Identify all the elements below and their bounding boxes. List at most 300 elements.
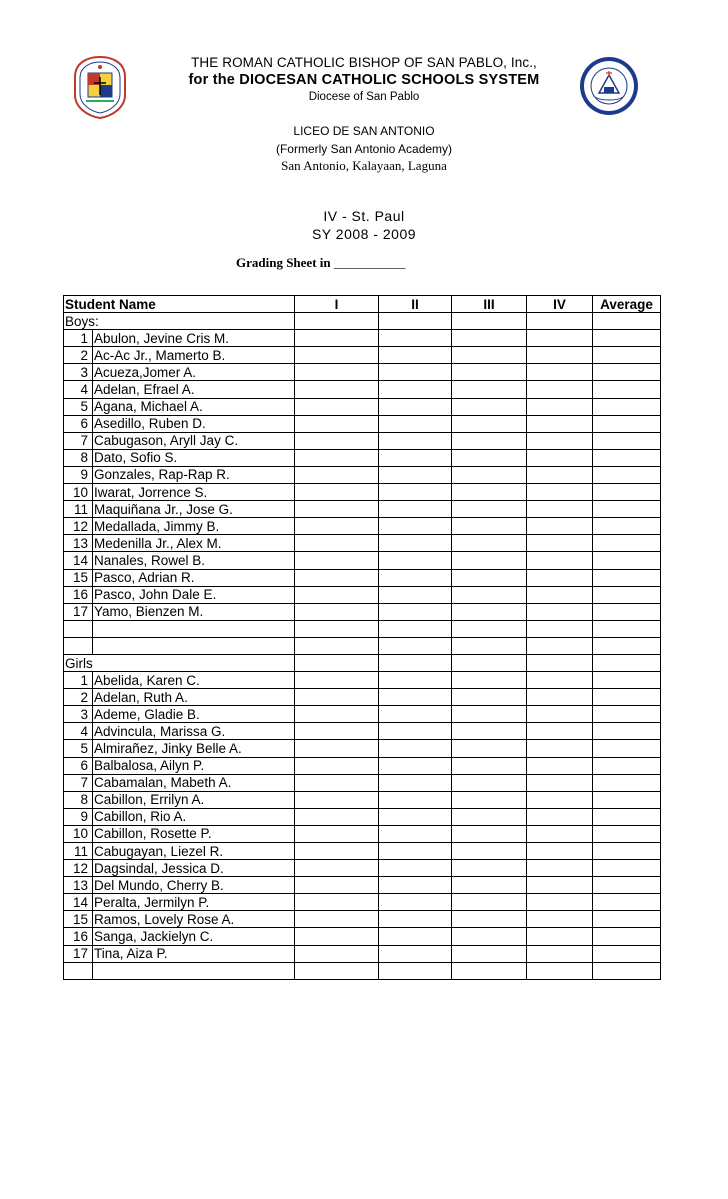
- grade-cell-q2[interactable]: [379, 466, 452, 483]
- table-row: [64, 774, 661, 791]
- grade-cell-q4[interactable]: [527, 620, 593, 637]
- grade-cell-q1[interactable]: [295, 860, 379, 877]
- table-row: [64, 552, 661, 569]
- grade-cell-q3[interactable]: [452, 791, 527, 808]
- grade-cell-q1[interactable]: [295, 791, 379, 808]
- grade-cell-q3[interactable]: [452, 757, 527, 774]
- grade-cell-q2[interactable]: [379, 330, 452, 347]
- table-row: [64, 877, 661, 894]
- average-cell[interactable]: [593, 860, 661, 877]
- grade-cell-q4[interactable]: [527, 518, 593, 535]
- grade-cell-q1[interactable]: [295, 877, 379, 894]
- student-name: Pasco, John Dale E.: [93, 586, 295, 603]
- grade-cell-q3[interactable]: [452, 620, 527, 637]
- empty-name-cell[interactable]: [93, 620, 295, 637]
- average-cell[interactable]: [593, 911, 661, 928]
- student-number: 13: [64, 877, 93, 894]
- system-title: for the DIOCESAN CATHOLIC SCHOOLS SYSTEM: [188, 72, 540, 88]
- student-number: 7: [64, 774, 93, 791]
- grade-cell-q2[interactable]: [379, 962, 452, 979]
- table-row: [64, 432, 661, 449]
- student-name: Cabillon, Errilyn A.: [93, 791, 295, 808]
- grading-table: [63, 295, 661, 980]
- grade-cell-q1[interactable]: [295, 928, 379, 945]
- grade-cell-q2[interactable]: [379, 381, 452, 398]
- student-name: Peralta, Jermilyn P.: [93, 894, 295, 911]
- table-row: [64, 449, 661, 466]
- grade-cell-q3[interactable]: [452, 569, 527, 586]
- boys-section-row: [64, 313, 661, 330]
- grade-cell-q3[interactable]: [452, 313, 527, 330]
- grade-cell-q2[interactable]: [379, 877, 452, 894]
- student-name: Nanales, Rowel B.: [93, 552, 295, 569]
- grade-cell-q1[interactable]: [295, 962, 379, 979]
- grade-cell-q4[interactable]: [527, 552, 593, 569]
- grade-cell-q3[interactable]: [452, 432, 527, 449]
- student-number: 2: [64, 689, 93, 706]
- grade-cell-q3[interactable]: [452, 637, 527, 654]
- grade-cell-q2[interactable]: [379, 620, 452, 637]
- average-cell[interactable]: [593, 620, 661, 637]
- grade-cell-q3[interactable]: [452, 364, 527, 381]
- average-cell[interactable]: [593, 706, 661, 723]
- grade-cell-q4[interactable]: [527, 706, 593, 723]
- table-row: [64, 860, 661, 877]
- average-cell[interactable]: [593, 398, 661, 415]
- table-row: [64, 689, 661, 706]
- grade-cell-q1[interactable]: [295, 945, 379, 962]
- grade-cell-q2[interactable]: [379, 637, 452, 654]
- class-section: IV - St. Paul: [323, 208, 405, 224]
- grade-cell-q3[interactable]: [452, 552, 527, 569]
- grade-cell-q3[interactable]: [452, 825, 527, 842]
- average-cell[interactable]: [593, 432, 661, 449]
- grade-cell-q3[interactable]: [452, 484, 527, 501]
- grade-cell-q4[interactable]: [527, 962, 593, 979]
- average-cell[interactable]: [593, 962, 661, 979]
- student-name: Ac-Ac Jr., Mamerto B.: [93, 347, 295, 364]
- grade-cell-q1[interactable]: [295, 552, 379, 569]
- grade-cell-q4[interactable]: [527, 501, 593, 518]
- student-name: Abelida, Karen C.: [93, 672, 295, 689]
- grade-cell-q3[interactable]: [452, 706, 527, 723]
- grade-cell-q2[interactable]: [379, 535, 452, 552]
- grade-cell-q1[interactable]: [295, 569, 379, 586]
- grade-cell-q2[interactable]: [379, 689, 452, 706]
- table-row: [64, 466, 661, 483]
- grade-cell-q4[interactable]: [527, 398, 593, 415]
- grade-cell-q1[interactable]: [295, 535, 379, 552]
- grade-cell-q3[interactable]: [452, 689, 527, 706]
- student-number: 13: [64, 535, 93, 552]
- grade-cell-q4[interactable]: [527, 364, 593, 381]
- average-cell[interactable]: [593, 569, 661, 586]
- student-number: 5: [64, 398, 93, 415]
- table-row: [64, 501, 661, 518]
- student-number: 8: [64, 791, 93, 808]
- grade-cell-q3[interactable]: [452, 911, 527, 928]
- grade-cell-q4[interactable]: [527, 313, 593, 330]
- grade-cell-q4[interactable]: [527, 449, 593, 466]
- grade-cell-q2[interactable]: [379, 843, 452, 860]
- empty-row: [64, 620, 661, 637]
- grade-cell-q3[interactable]: [452, 586, 527, 603]
- girls-section-row: [64, 654, 661, 671]
- grade-cell-q1[interactable]: [295, 757, 379, 774]
- average-cell[interactable]: [593, 501, 661, 518]
- average-cell[interactable]: [593, 637, 661, 654]
- table-row: [64, 586, 661, 603]
- grade-cell-q2[interactable]: [379, 774, 452, 791]
- average-cell[interactable]: [593, 535, 661, 552]
- average-cell[interactable]: [593, 791, 661, 808]
- grade-cell-q4[interactable]: [527, 894, 593, 911]
- grade-cell-q1[interactable]: [295, 740, 379, 757]
- grade-cell-q2[interactable]: [379, 791, 452, 808]
- grade-cell-q1[interactable]: [295, 723, 379, 740]
- school-name: LICEO DE SAN ANTONIO: [293, 124, 435, 138]
- grade-cell-q2[interactable]: [379, 945, 452, 962]
- grade-cell-q1[interactable]: [295, 620, 379, 637]
- empty-number-cell: [64, 637, 93, 654]
- student-name: Cabugason, Aryll Jay C.: [93, 432, 295, 449]
- table-row: [64, 330, 661, 347]
- grade-cell-q1[interactable]: [295, 501, 379, 518]
- grade-cell-q4[interactable]: [527, 381, 593, 398]
- grade-cell-q4[interactable]: [527, 415, 593, 432]
- grade-cell-q2[interactable]: [379, 398, 452, 415]
- student-name: Agana, Michael A.: [93, 398, 295, 415]
- empty-row: [64, 962, 661, 979]
- table-row: [64, 603, 661, 620]
- grade-cell-q4[interactable]: [527, 843, 593, 860]
- average-cell[interactable]: [593, 484, 661, 501]
- grade-cell-q2[interactable]: [379, 894, 452, 911]
- grade-cell-q2[interactable]: [379, 706, 452, 723]
- grade-cell-q3[interactable]: [452, 603, 527, 620]
- grade-cell-q3[interactable]: [452, 740, 527, 757]
- grade-cell-q2[interactable]: [379, 586, 452, 603]
- table-row: [64, 843, 661, 860]
- grade-cell-q4[interactable]: [527, 877, 593, 894]
- student-name: Cabugayan, Liezel R.: [93, 843, 295, 860]
- school-address: San Antonio, Kalayaan, Laguna: [281, 158, 447, 173]
- grade-cell-q1[interactable]: [295, 825, 379, 842]
- average-cell[interactable]: [593, 466, 661, 483]
- grade-cell-q4[interactable]: [527, 535, 593, 552]
- average-cell[interactable]: [593, 689, 661, 706]
- student-number: 4: [64, 381, 93, 398]
- grade-cell-q2[interactable]: [379, 654, 452, 671]
- column-header-q4: IV: [527, 296, 593, 313]
- table-row: [64, 894, 661, 911]
- student-number: 17: [64, 945, 93, 962]
- table-body: [64, 313, 661, 980]
- grade-cell-q2[interactable]: [379, 364, 452, 381]
- student-number: 6: [64, 757, 93, 774]
- student-name: Advincula, Marissa G.: [93, 723, 295, 740]
- grade-cell-q1[interactable]: [295, 381, 379, 398]
- average-cell[interactable]: [593, 603, 661, 620]
- grade-cell-q3[interactable]: [452, 347, 527, 364]
- grade-cell-q2[interactable]: [379, 569, 452, 586]
- grade-cell-q4[interactable]: [527, 347, 593, 364]
- average-cell[interactable]: [593, 894, 661, 911]
- grade-cell-q1[interactable]: [295, 706, 379, 723]
- grade-cell-q3[interactable]: [452, 945, 527, 962]
- student-number: 1: [64, 672, 93, 689]
- grade-cell-q4[interactable]: [527, 740, 593, 757]
- student-number: 11: [64, 501, 93, 518]
- average-cell[interactable]: [593, 928, 661, 945]
- grade-cell-q4[interactable]: [527, 808, 593, 825]
- grade-cell-q1[interactable]: [295, 484, 379, 501]
- grade-cell-q3[interactable]: [452, 877, 527, 894]
- grade-cell-q2[interactable]: [379, 740, 452, 757]
- average-cell[interactable]: [593, 843, 661, 860]
- average-cell[interactable]: [593, 740, 661, 757]
- grade-cell-q4[interactable]: [527, 911, 593, 928]
- average-cell[interactable]: [593, 825, 661, 842]
- average-cell[interactable]: [593, 347, 661, 364]
- grade-cell-q4[interactable]: [527, 569, 593, 586]
- student-name: Yamo, Bienzen M.: [93, 603, 295, 620]
- grade-cell-q1[interactable]: [295, 843, 379, 860]
- grade-cell-q3[interactable]: [452, 894, 527, 911]
- girls-section-label: Girls: [64, 654, 295, 671]
- table-row: [64, 415, 661, 432]
- average-cell[interactable]: [593, 313, 661, 330]
- grade-cell-q1[interactable]: [295, 398, 379, 415]
- average-cell[interactable]: [593, 654, 661, 671]
- average-cell[interactable]: [593, 945, 661, 962]
- grade-cell-q2[interactable]: [379, 449, 452, 466]
- average-cell[interactable]: [593, 381, 661, 398]
- grade-cell-q2[interactable]: [379, 415, 452, 432]
- grade-cell-q3[interactable]: [452, 330, 527, 347]
- grade-cell-q4[interactable]: [527, 860, 593, 877]
- column-header-average: Average: [593, 296, 661, 313]
- average-cell[interactable]: [593, 757, 661, 774]
- student-name: Pasco, Adrian R.: [93, 569, 295, 586]
- grade-cell-q4[interactable]: [527, 672, 593, 689]
- student-name: Almirañez, Jinky Belle A.: [93, 740, 295, 757]
- average-cell[interactable]: [593, 723, 661, 740]
- student-number: 15: [64, 569, 93, 586]
- student-name: Cabillon, Rosette P.: [93, 825, 295, 842]
- grade-cell-q1[interactable]: [295, 586, 379, 603]
- grade-cell-q4[interactable]: [527, 637, 593, 654]
- grade-cell-q1[interactable]: [295, 654, 379, 671]
- average-cell[interactable]: [593, 877, 661, 894]
- grade-cell-q3[interactable]: [452, 774, 527, 791]
- student-number: 8: [64, 449, 93, 466]
- grade-cell-q1[interactable]: [295, 364, 379, 381]
- grade-cell-q1[interactable]: [295, 637, 379, 654]
- student-number: 9: [64, 808, 93, 825]
- table-row: [64, 808, 661, 825]
- grade-cell-q4[interactable]: [527, 689, 593, 706]
- grading-sheet-label: Grading Sheet in: [236, 255, 331, 270]
- grade-cell-q3[interactable]: [452, 723, 527, 740]
- grade-cell-q3[interactable]: [452, 962, 527, 979]
- empty-name-cell[interactable]: [93, 637, 295, 654]
- average-cell[interactable]: [593, 672, 661, 689]
- grade-cell-q4[interactable]: [527, 757, 593, 774]
- student-number: 14: [64, 552, 93, 569]
- grade-cell-q1[interactable]: [295, 449, 379, 466]
- grade-cell-q4[interactable]: [527, 928, 593, 945]
- grade-cell-q1[interactable]: [295, 415, 379, 432]
- grade-cell-q1[interactable]: [295, 894, 379, 911]
- grade-cell-q2[interactable]: [379, 313, 452, 330]
- average-cell[interactable]: [593, 586, 661, 603]
- table-row: [64, 518, 661, 535]
- grade-cell-q1[interactable]: [295, 466, 379, 483]
- grade-cell-q4[interactable]: [527, 723, 593, 740]
- table-row: [64, 723, 661, 740]
- student-number: 7: [64, 432, 93, 449]
- grade-cell-q1[interactable]: [295, 432, 379, 449]
- average-cell[interactable]: [593, 552, 661, 569]
- table-row: [64, 484, 661, 501]
- grade-cell-q4[interactable]: [527, 330, 593, 347]
- table-row: [64, 347, 661, 364]
- average-cell[interactable]: [593, 415, 661, 432]
- grade-cell-q4[interactable]: [527, 603, 593, 620]
- grade-cell-q3[interactable]: [452, 398, 527, 415]
- student-number: 12: [64, 518, 93, 535]
- grade-cell-q4[interactable]: [527, 586, 593, 603]
- table-row: [64, 911, 661, 928]
- student-number: 9: [64, 466, 93, 483]
- average-cell[interactable]: [593, 364, 661, 381]
- table-row: [64, 757, 661, 774]
- table-row: [64, 364, 661, 381]
- table-row: [64, 672, 661, 689]
- column-header-student-name: Student Name: [64, 296, 295, 313]
- grade-cell-q2[interactable]: [379, 911, 452, 928]
- grade-cell-q4[interactable]: [527, 484, 593, 501]
- grade-cell-q4[interactable]: [527, 774, 593, 791]
- grade-cell-q4[interactable]: [527, 945, 593, 962]
- column-header-q3: III: [452, 296, 527, 313]
- school-former-name: (Formerly San Antonio Academy): [275, 142, 453, 156]
- grade-cell-q3[interactable]: [452, 672, 527, 689]
- grade-cell-q3[interactable]: [452, 808, 527, 825]
- average-cell[interactable]: [593, 774, 661, 791]
- student-number: 16: [64, 928, 93, 945]
- grade-cell-q1[interactable]: [295, 808, 379, 825]
- column-header-q2: II: [379, 296, 452, 313]
- grade-cell-q3[interactable]: [452, 449, 527, 466]
- grade-cell-q3[interactable]: [452, 518, 527, 535]
- student-name: Maquiñana Jr., Jose G.: [93, 501, 295, 518]
- grade-cell-q2[interactable]: [379, 723, 452, 740]
- grade-cell-q1[interactable]: [295, 518, 379, 535]
- student-name: Asedillo, Ruben D.: [93, 415, 295, 432]
- grade-cell-q2[interactable]: [379, 484, 452, 501]
- student-number: 1: [64, 330, 93, 347]
- grade-cell-q1[interactable]: [295, 330, 379, 347]
- grade-cell-q1[interactable]: [295, 313, 379, 330]
- grade-cell-q1[interactable]: [295, 774, 379, 791]
- average-cell[interactable]: [593, 330, 661, 347]
- student-name: Gonzales, Rap-Rap R.: [93, 466, 295, 483]
- student-name: Del Mundo, Cherry B.: [93, 877, 295, 894]
- grade-cell-q3[interactable]: [452, 535, 527, 552]
- grade-cell-q1[interactable]: [295, 347, 379, 364]
- student-name: Iwarat, Jorrence S.: [93, 484, 295, 501]
- student-number: 10: [64, 825, 93, 842]
- student-number: 2: [64, 347, 93, 364]
- grade-cell-q2[interactable]: [379, 518, 452, 535]
- student-name: Cabillon, Rio A.: [93, 808, 295, 825]
- student-name: Ramos, Lovely Rose A.: [93, 911, 295, 928]
- grade-cell-q2[interactable]: [379, 808, 452, 825]
- grade-cell-q2[interactable]: [379, 432, 452, 449]
- student-name: Dagsindal, Jessica D.: [93, 860, 295, 877]
- student-number: 14: [64, 894, 93, 911]
- table-row: [64, 825, 661, 842]
- grade-cell-q2[interactable]: [379, 501, 452, 518]
- grade-cell-q2[interactable]: [379, 825, 452, 842]
- grade-cell-q2[interactable]: [379, 672, 452, 689]
- grade-cell-q3[interactable]: [452, 466, 527, 483]
- table-row: [64, 945, 661, 962]
- average-cell[interactable]: [593, 449, 661, 466]
- grade-cell-q2[interactable]: [379, 757, 452, 774]
- student-number: 12: [64, 860, 93, 877]
- grade-cell-q4[interactable]: [527, 825, 593, 842]
- student-number: 11: [64, 843, 93, 860]
- average-cell[interactable]: [593, 518, 661, 535]
- student-name: Sanga, Jackielyn C.: [93, 928, 295, 945]
- table-row: [64, 381, 661, 398]
- average-cell[interactable]: [593, 808, 661, 825]
- grade-cell-q1[interactable]: [295, 911, 379, 928]
- grade-cell-q3[interactable]: [452, 860, 527, 877]
- grade-cell-q2[interactable]: [379, 552, 452, 569]
- grade-cell-q2[interactable]: [379, 928, 452, 945]
- grade-cell-q1[interactable]: [295, 689, 379, 706]
- grade-cell-q2[interactable]: [379, 860, 452, 877]
- grade-cell-q3[interactable]: [452, 928, 527, 945]
- grade-cell-q4[interactable]: [527, 466, 593, 483]
- empty-name-cell[interactable]: [93, 962, 295, 979]
- grade-cell-q3[interactable]: [452, 381, 527, 398]
- student-name: Adelan, Ruth A.: [93, 689, 295, 706]
- grade-cell-q3[interactable]: [452, 843, 527, 860]
- grade-cell-q3[interactable]: [452, 501, 527, 518]
- empty-number-cell: [64, 620, 93, 637]
- student-name: Abulon, Jevine Cris M.: [93, 330, 295, 347]
- student-number: 10: [64, 484, 93, 501]
- grade-cell-q2[interactable]: [379, 603, 452, 620]
- student-number: 15: [64, 911, 93, 928]
- student-name: Acueza,Jomer A.: [93, 364, 295, 381]
- grade-cell-q3[interactable]: [452, 654, 527, 671]
- grade-cell-q2[interactable]: [379, 347, 452, 364]
- grade-cell-q1[interactable]: [295, 672, 379, 689]
- grade-cell-q4[interactable]: [527, 791, 593, 808]
- grade-cell-q4[interactable]: [527, 432, 593, 449]
- grade-cell-q4[interactable]: [527, 654, 593, 671]
- student-number: 16: [64, 586, 93, 603]
- grade-cell-q1[interactable]: [295, 603, 379, 620]
- table-row: [64, 791, 661, 808]
- grade-cell-q3[interactable]: [452, 415, 527, 432]
